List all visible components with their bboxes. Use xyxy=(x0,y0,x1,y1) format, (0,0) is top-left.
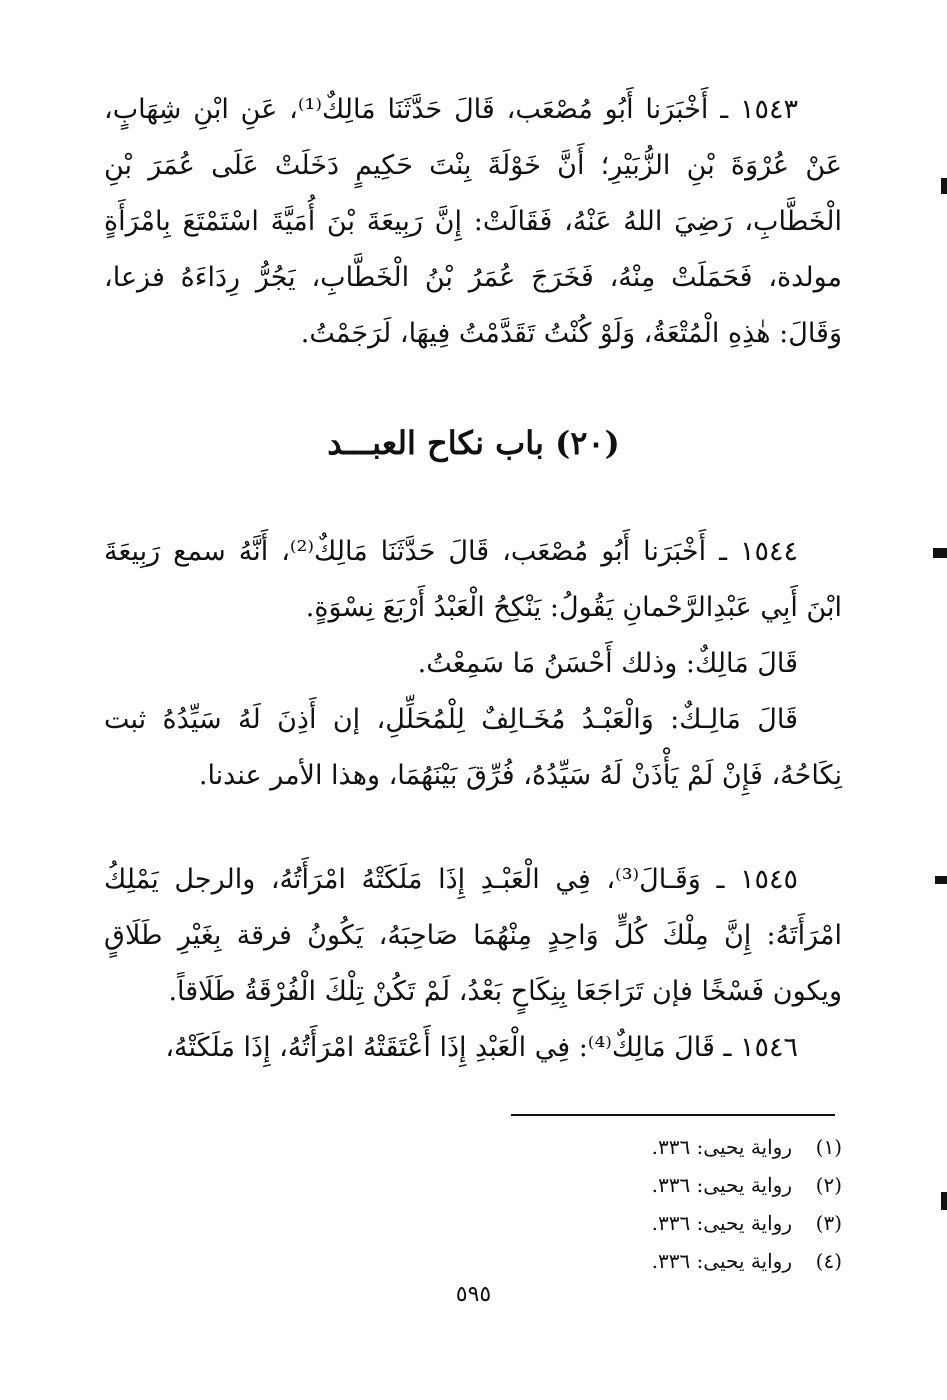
footnote-number: (٣) xyxy=(815,1211,842,1235)
footnote-number: (١) xyxy=(815,1135,842,1159)
footnotes-list xyxy=(104,1128,842,1280)
footnote-item xyxy=(104,1166,842,1204)
scan-edge-mark xyxy=(933,548,947,558)
footnote-text: رواية يحيى: ٣٣٦. xyxy=(651,1211,792,1235)
malik-comment-1: قَالَ مَالِكٌ: وذلك أَحْسَنُ مَا سَمِعْتُ. xyxy=(417,648,798,679)
footnote-text: رواية يحيى: ٣٣٦. xyxy=(651,1173,792,1197)
footnote-number: (٢) xyxy=(815,1173,842,1197)
footnote-text: رواية يحيى: ٣٣٦. xyxy=(651,1135,792,1159)
malik-comment-2: قَالَ مَالِـكٌ: وَالْعَبْـدُ مُخَـالِفٌ لِلْمُحَلِّلِ، إن أَذِنَ لَهُ سَيِّدُهُ ثبت نِكَاحُهُ، فَإِنْ لَمْ يَأْذَنْ لَهُ سَيِّدُهُ، فُرِّقَ بَيْنَهُمَا، وهذا الأمر عندنا. xyxy=(104,704,842,791)
footnote-separator xyxy=(511,1114,835,1116)
hadith-1544-block xyxy=(104,524,842,804)
hadith-1543-block xyxy=(104,82,842,362)
footnote-item xyxy=(104,1242,842,1280)
footnote-number: (٤) xyxy=(815,1249,842,1273)
scan-edge-mark xyxy=(941,1192,947,1210)
page-number: ٥٩٥ xyxy=(455,1282,492,1307)
hadith-1544-paragraph: ١٥٤٤ ـ أَخْبَرَنا أَبُو مُصْعَب، قَالَ حَدَّثَنَا مَالِكٌ⁽²⁾، أَنَّهُ سمع رَبِيعَةَ ابْنَ أَبِي عَبْدِالرَّحْمانِ يَقُولُ: يَنْكِحُ الْعَبْدُ أَرْبَعَ نِسْوَةٍ. xyxy=(104,536,842,623)
footnote-item xyxy=(104,1128,842,1166)
hadith-1546-paragraph: ١٥٤٦ ـ قَالَ مَالِكٌ⁽⁴⁾: فِي الْعَبْدِ إِذَا أَعْتَقَتْهُ امْرَأَتُهُ، إِذَا مَلَكَتْهُ، xyxy=(165,1032,798,1063)
scan-edge-mark xyxy=(941,178,947,194)
scan-edge-mark xyxy=(935,876,947,884)
hadith-1545-block xyxy=(104,852,842,1076)
footnote-text: رواية يحيى: ٣٣٦. xyxy=(651,1249,792,1273)
footnote-item xyxy=(104,1204,842,1242)
chapter-heading: (٢٠) باب نكاح العبـــد xyxy=(327,424,620,462)
hadith-1545-paragraph: ١٥٤٥ ـ وَقَـالَ⁽³⁾، فِي الْعَبْـدِ إِذَا مَلَكَتْهُ امْرَأَتُهُ، والرجل يَمْلِكُ امْرَأَتَهُ: إِنَّ مِلْكَ كُلٍّ وَاحِدٍ مِنْهُمَا صَاحِبَهُ، يَكُونُ فرقة بِغَيْرِ طَلَاقٍ ويكون فَسْخًا فإن تَرَاجَعَا بِنِكَاحٍ بَعْدُ، لَمْ تَكُنْ تِلْكَ الْفُرْقَةُ طَلَاقاً. xyxy=(104,864,842,1007)
hadith-1543-paragraph: ١٥٤٣ ـ أَخْبَرَنا أَبُو مُصْعَب، قَالَ حَدَّثَنَا مَالِكٌ⁽¹⁾، عَنِ ابْنِ شِهَابٍ، عَنْ عُرْوَةَ بْنِ الزُّبَيْرِ؛ أَنَّ خَوْلَةَ بِنْتَ حَكِيمٍ دَخَلَتْ عَلَى عُمَرَ بْنِ الْخَطَّابِ، رَضِيَ اللهُ عَنْهُ، فَقَالَتْ: إِنَّ رَبِيعَةَ بْنَ أُمَيَّةَ اسْتَمْتَعَ بِامْرَأَةٍ مولدة، فَحَمَلَتْ مِنْهُ، فَخَرَجَ عُمَرُ بْنُ الْخَطَّابِ، يَجُرُّ رِدَاءَهُ فزعا، وَقَالَ: هٰذِهِ الْمُتْعَةُ، وَلَوْ كُنْتُ تَقَدَّمْتُ فِيهَا، لَرَجَمْتُ. xyxy=(104,94,842,349)
